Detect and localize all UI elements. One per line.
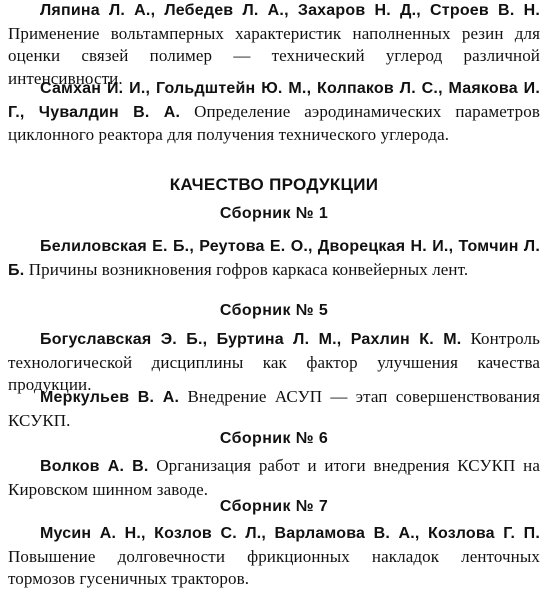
bibliography-entry — [8, 522, 540, 591]
entry-authors: Меркульев В. А. — [40, 389, 180, 406]
entry-title: Внедрение АСУП — этап совершенствования КСУКП. — [8, 387, 540, 430]
entry-title: Контроль технологической дисциплины как фактор улучшения качества продукции. — [8, 329, 540, 394]
collection-heading: Сборник № 1 — [219, 205, 329, 222]
bibliography-entry — [8, 235, 540, 282]
entry-authors: Самхан И. И., Гольдштейн Ю. М., Колпаков Л. С., Маякова И. Г., Чувалдин В. А. — [8, 80, 540, 121]
entry-authors: Богуславская Э. Б., Буртина Л. М., Рахлин К. М. — [40, 331, 462, 348]
bibliography-entry — [8, 386, 540, 432]
entry-authors: Белиловская Е. Б., Реутова Е. О., Дворецкая Н. И., Томчин Л. Б. — [8, 238, 540, 279]
entry-title: Определение аэродинамических параметров циклонного реактора для получения технического углерода. — [8, 101, 540, 144]
entry-title: Причины возникновения гофров каркаса конвейерных лент. — [28, 259, 469, 279]
entry-title: Применение вольтамперных характеристик наполненных резин для оценки связей полимер — технический углерод различной интенсивности. — [8, 23, 540, 88]
bibliography-entry — [8, 77, 540, 147]
bibliography-entry — [8, 455, 540, 501]
entry-authors: Мусин А. Н., Козлов С. Л., Варламова В. А., Козлова Г. П. — [40, 525, 540, 542]
entry-title: Повышение долговечности фрикционных накладок ленточных тормозов гусеничных тракторов. — [8, 546, 540, 588]
entry-title: Организация работ и итоги внедрения КСУКП на Кировском шинном заводе. — [8, 456, 540, 499]
collection-heading: Сборник № 7 — [219, 498, 329, 515]
entry-authors: Волков А. В. — [40, 458, 149, 475]
collection-heading: Сборник № 5 — [219, 302, 329, 319]
entry-authors: Ляпина Л. А., Лебедев Л. А., Захаров Н. Д., Строев В. Н. — [40, 2, 540, 19]
section-heading: КАЧЕСТВО ПРОДУКЦИИ — [169, 175, 379, 194]
collection-heading: Сборник № 6 — [219, 430, 329, 447]
